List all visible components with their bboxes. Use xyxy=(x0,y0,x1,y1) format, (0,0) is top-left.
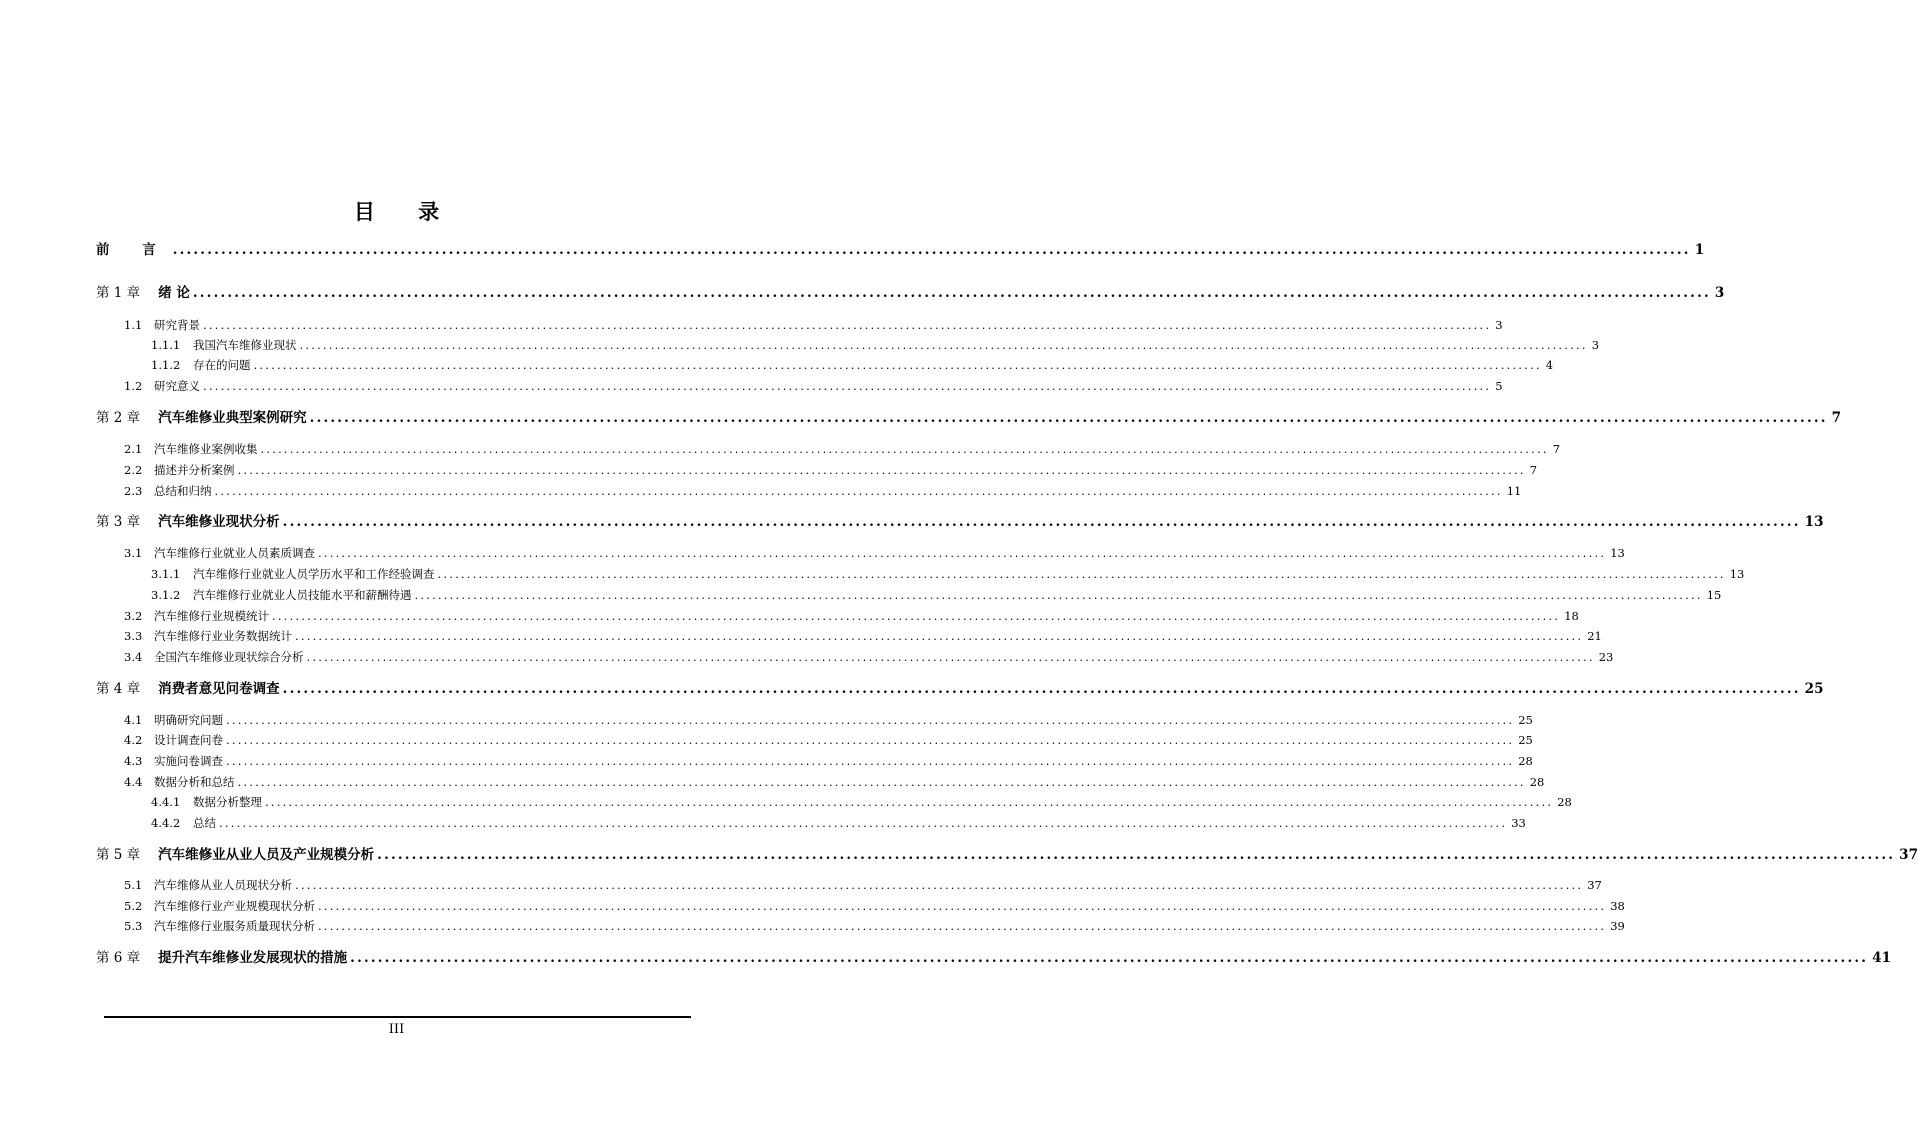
toc-leader-dots: ............................................................................................................................................................................................................................ xyxy=(437,567,1726,581)
toc-entry-page: 28 xyxy=(1557,795,1572,809)
toc-entry-title: 汽车维修行业就业人员技能水平和薪酬待遇 xyxy=(193,588,412,602)
toc-entry-label xyxy=(124,732,223,748)
toc-entry-number: 5.1 xyxy=(124,878,143,892)
toc-entry-chapter xyxy=(96,238,1705,258)
toc-entry-label xyxy=(151,794,262,810)
toc-entry-label xyxy=(124,608,269,624)
toc-entry-title: 汽车维修业典型案例研究 xyxy=(158,410,307,426)
toc-entry-title: 汽车维修业现状分析 xyxy=(158,514,280,530)
toc-leader-dots: ............................................................................................................................................................................................................................ xyxy=(306,650,1595,664)
toc-entry-label xyxy=(151,587,412,603)
toc-entry-chapter xyxy=(96,510,1824,530)
toc-entry-label xyxy=(124,649,304,665)
toc-entry-title: 总结 xyxy=(193,816,216,830)
toc-entry-title: 描述并分析案例 xyxy=(154,463,235,477)
toc-leader-dots: ............................................................................................................................................................................................................................ xyxy=(265,795,1554,809)
toc-leader-dots: ............................................................................................................................................................................................................................ xyxy=(192,285,1711,301)
toc-leader-dots: ............................................................................................................................................................................................................................ xyxy=(318,919,1607,933)
toc-entry-label xyxy=(124,774,235,790)
toc-entry-number: 第 3 章 xyxy=(96,514,141,530)
toc-entry-page: 28 xyxy=(1529,775,1545,789)
toc-entry-number: 4.4.2 xyxy=(151,816,181,830)
toc-entry-title: 提升汽车维修业发展现状的措施 xyxy=(158,950,348,966)
toc-entry-sec xyxy=(124,898,1625,914)
toc-leader-dots: ............................................................................................................................................................................................................................ xyxy=(226,713,1515,727)
toc-entry-page: 21 xyxy=(1587,629,1602,643)
toc-entry-label xyxy=(96,843,374,863)
toc-entry-sec xyxy=(124,441,1561,457)
toc-entry-sec xyxy=(124,877,1602,893)
toc-entry-page: 3 xyxy=(1495,318,1503,332)
toc-entry-title: 汽车维修业从业人员及产业规模分析 xyxy=(158,847,375,863)
toc-entry-page: 7 xyxy=(1831,410,1842,426)
toc-entry-number: 第 4 章 xyxy=(96,681,141,697)
toc-entry-sec xyxy=(124,608,1579,624)
toc-entry-title: 我国汽车维修业现状 xyxy=(193,338,297,352)
toc-leader-dots: ............................................................................................................................................................................................................................ xyxy=(282,681,1801,697)
toc-entry-chapter xyxy=(96,406,1842,426)
footer-page-number: III xyxy=(388,1022,405,1037)
toc-entry-sec xyxy=(124,317,1503,333)
toc-entry-subsec xyxy=(151,357,1554,373)
toc-entry-sec xyxy=(124,462,1538,478)
toc-entry-label xyxy=(124,628,292,644)
toc-entry-number: 第 2 章 xyxy=(96,410,141,426)
toc-leader-dots: ............................................................................................................................................................................................................................ xyxy=(309,410,1828,426)
toc-entry-title: 汽车维修行业产业规模现状分析 xyxy=(154,899,315,913)
toc-entry-label xyxy=(151,566,435,582)
toc-entry-label xyxy=(124,483,212,499)
toc-entry-sec xyxy=(124,628,1602,644)
footer-divider xyxy=(104,1016,691,1018)
toc-entry-label xyxy=(96,510,280,530)
toc-entry-subsec xyxy=(151,337,1600,353)
toc-entry-title: 存在的问题 xyxy=(193,358,251,372)
toc-entry-title: 研究背景 xyxy=(154,318,200,332)
toc-entry-sec xyxy=(124,649,1614,665)
toc-leader-dots: ............................................................................................................................................................................................................................ xyxy=(172,242,1691,258)
toc-entry-label xyxy=(124,317,200,333)
toc-entry-label xyxy=(124,753,223,769)
toc-entry-number: 5.2 xyxy=(124,899,143,913)
toc-entry-chapter xyxy=(96,843,1918,863)
toc-entry-chapter xyxy=(96,946,1891,966)
toc-entry-number: 1.1.2 xyxy=(151,358,181,372)
toc-entry-label xyxy=(151,357,251,373)
toc-entry-page: 25 xyxy=(1518,733,1533,747)
toc-entry-number: 第 6 章 xyxy=(96,950,141,966)
toc-entry-title: 研究意义 xyxy=(154,379,200,393)
toc-entry-page: 5 xyxy=(1495,379,1503,393)
toc-entry-title: 实施问卷调查 xyxy=(154,754,223,768)
toc-entry-number: 3.1.2 xyxy=(151,588,181,602)
toc-entry-title: 全国汽车维修业现状综合分析 xyxy=(154,650,304,664)
toc-entry-label xyxy=(96,281,190,301)
toc-leader-dots: ............................................................................................................................................................................................................................ xyxy=(414,588,1703,602)
toc-leader-dots: ............................................................................................................................................................................................................................ xyxy=(260,442,1549,456)
toc-entry-label xyxy=(124,378,200,394)
toc-leader-dots: ............................................................................................................................................................................................................................ xyxy=(295,629,1584,643)
toc-entry-label xyxy=(151,815,216,831)
toc-entry-number: 2.1 xyxy=(124,442,143,456)
toc-entry-title: 数据分析整理 xyxy=(193,795,262,809)
toc-leader-dots: ............................................................................................................................................................................................................................ xyxy=(237,775,1526,789)
toc-entry-page: 15 xyxy=(1706,588,1722,602)
toc-entry-title: 汽车维修行业服务质量现状分析 xyxy=(154,919,315,933)
toc-entry-page: 13 xyxy=(1804,514,1824,530)
toc-entry-sec xyxy=(124,712,1533,728)
toc-leader-dots: ............................................................................................................................................................................................................................ xyxy=(318,546,1607,560)
toc-entry-label xyxy=(124,545,315,561)
toc-entry-page: 37 xyxy=(1899,847,1918,863)
toc-entry-number: 4.2 xyxy=(124,733,143,747)
toc-entry-number: 3.1.1 xyxy=(151,567,181,581)
toc-entry-number: 3.3 xyxy=(124,629,143,643)
toc-entry-number: 1.2 xyxy=(124,379,143,393)
toc-entry-label xyxy=(124,712,223,728)
toc-entry-title: 汽车维修行业就业人员素质调查 xyxy=(154,546,315,560)
toc-entry-chapter xyxy=(96,677,1824,697)
toc-entry-title: 消费者意见问卷调查 xyxy=(158,681,280,697)
toc-entry-title: 明确研究问题 xyxy=(154,713,223,727)
toc-entry-sec xyxy=(124,378,1503,394)
toc-entry-sec xyxy=(124,774,1545,790)
toc-entry-page: 25 xyxy=(1804,681,1824,697)
toc-entry-subsec xyxy=(151,566,1745,582)
toc-entry-page: 38 xyxy=(1610,899,1625,913)
toc-entry-title: 总结和归纳 xyxy=(154,484,212,498)
toc-entry-subsec xyxy=(151,794,1572,810)
toc-leader-dots: ............................................................................................................................................................................................................................ xyxy=(272,609,1561,623)
toc-leader-dots: ............................................................................................................................................................................................................................ xyxy=(318,899,1607,913)
toc-entry-label xyxy=(124,462,235,478)
toc-leader-dots: ............................................................................................................................................................................................................................ xyxy=(237,463,1526,477)
toc-entry-title: 汽车维修行业规模统计 xyxy=(154,609,269,623)
toc-leader-dots: ............................................................................................................................................................................................................................ xyxy=(299,338,1588,352)
toc-entry-title: 汽车维修行业就业人员学历水平和工作经验调查 xyxy=(193,567,435,581)
toc-leader-dots: ............................................................................................................................................................................................................................ xyxy=(350,950,1869,966)
toc-entry-page: 13 xyxy=(1610,546,1625,560)
toc-leader-dots: ............................................................................................................................................................................................................................ xyxy=(295,878,1584,892)
toc-leader-dots: ............................................................................................................................................................................................................................ xyxy=(226,733,1515,747)
toc-entry-title: 前 言 xyxy=(96,242,170,258)
toc-entry-label xyxy=(124,877,292,893)
toc-entry-page: 3 xyxy=(1714,285,1725,301)
toc-entry-label xyxy=(96,238,170,258)
toc-entry-number: 4.1 xyxy=(124,713,143,727)
toc-entry-number: 2.3 xyxy=(124,484,143,498)
toc-entry-number: 1.1 xyxy=(124,318,143,332)
toc-entry-sec xyxy=(124,483,1522,499)
toc-entry-title: 汽车维修行业业务数据统计 xyxy=(154,629,292,643)
toc-entry-page: 37 xyxy=(1587,878,1602,892)
toc-entry-page: 23 xyxy=(1598,650,1614,664)
toc-entry-label xyxy=(124,918,315,934)
toc-entry-page: 41 xyxy=(1872,950,1891,966)
toc-entry-page: 13 xyxy=(1729,567,1745,581)
toc-leader-dots: ............................................................................................................................................................................................................................ xyxy=(203,318,1492,332)
toc-leader-dots: ............................................................................................................................................................................................................................ xyxy=(377,847,1896,863)
toc-entry-title: 数据分析和总结 xyxy=(154,775,235,789)
toc-entry-sec xyxy=(124,753,1533,769)
toc-leader-dots: ............................................................................................................................................................................................................................ xyxy=(203,379,1492,393)
toc-entry-number: 3.2 xyxy=(124,609,143,623)
toc-leader-dots: ............................................................................................................................................................................................................................ xyxy=(226,754,1515,768)
toc-entry-page: 4 xyxy=(1545,358,1554,372)
toc-entry-sec xyxy=(124,918,1625,934)
toc-entry-page: 25 xyxy=(1518,713,1533,727)
toc-entry-label xyxy=(96,406,307,426)
toc-entry-number: 第 1 章 xyxy=(96,285,141,301)
toc-entry-subsec xyxy=(151,587,1722,603)
toc-entry-number: 第 5 章 xyxy=(96,847,141,863)
toc-leader-dots: ............................................................................................................................................................................................................................ xyxy=(253,358,1542,372)
toc-entry-number: 4.4 xyxy=(124,775,143,789)
toc-entry-sec xyxy=(124,545,1625,561)
toc-entry-number: 1.1.1 xyxy=(151,338,181,352)
toc-entry-page: 33 xyxy=(1511,816,1526,830)
toc-entry-title: 汽车维修从业人员现状分析 xyxy=(154,878,292,892)
toc-entry-label xyxy=(151,337,297,353)
toc-entry-chapter xyxy=(96,281,1725,301)
toc-entry-page: 1 xyxy=(1694,242,1705,258)
toc-entry-number: 4.4.1 xyxy=(151,795,181,809)
toc-leader-dots: ............................................................................................................................................................................................................................ xyxy=(282,514,1801,530)
toc-leader-dots: ............................................................................................................................................................................................................................ xyxy=(219,816,1508,830)
toc-entry-label xyxy=(96,946,347,966)
toc-entry-label xyxy=(96,677,280,697)
toc-entry-label xyxy=(124,441,258,457)
toc-entry-subsec xyxy=(151,815,1526,831)
toc-entry-title: 汽车维修业案例收集 xyxy=(154,442,258,456)
toc-entry-number: 4.3 xyxy=(124,754,143,768)
toc-entry-number: 5.3 xyxy=(124,919,143,933)
toc-entry-page: 7 xyxy=(1529,463,1538,477)
toc-entry-page: 3 xyxy=(1591,338,1600,352)
toc-entry-label xyxy=(124,898,315,914)
toc-entry-number: 2.2 xyxy=(124,463,143,477)
toc-entry-page: 7 xyxy=(1552,442,1561,456)
toc-entry-sec xyxy=(124,732,1533,748)
toc-entry-page: 11 xyxy=(1506,484,1522,498)
toc-entry-title: 设计调查问卷 xyxy=(154,733,223,747)
toc-entry-number: 3.1 xyxy=(124,546,143,560)
toc-entry-number: 3.4 xyxy=(124,650,143,664)
toc-entry-page: 39 xyxy=(1610,919,1625,933)
toc-entry-page: 28 xyxy=(1518,754,1533,768)
toc-entry-page: 18 xyxy=(1564,609,1579,623)
toc-title: 目 录 xyxy=(353,199,458,224)
toc-leader-dots: ............................................................................................................................................................................................................................ xyxy=(214,484,1503,498)
toc-entry-title: 绪 论 xyxy=(158,285,190,301)
